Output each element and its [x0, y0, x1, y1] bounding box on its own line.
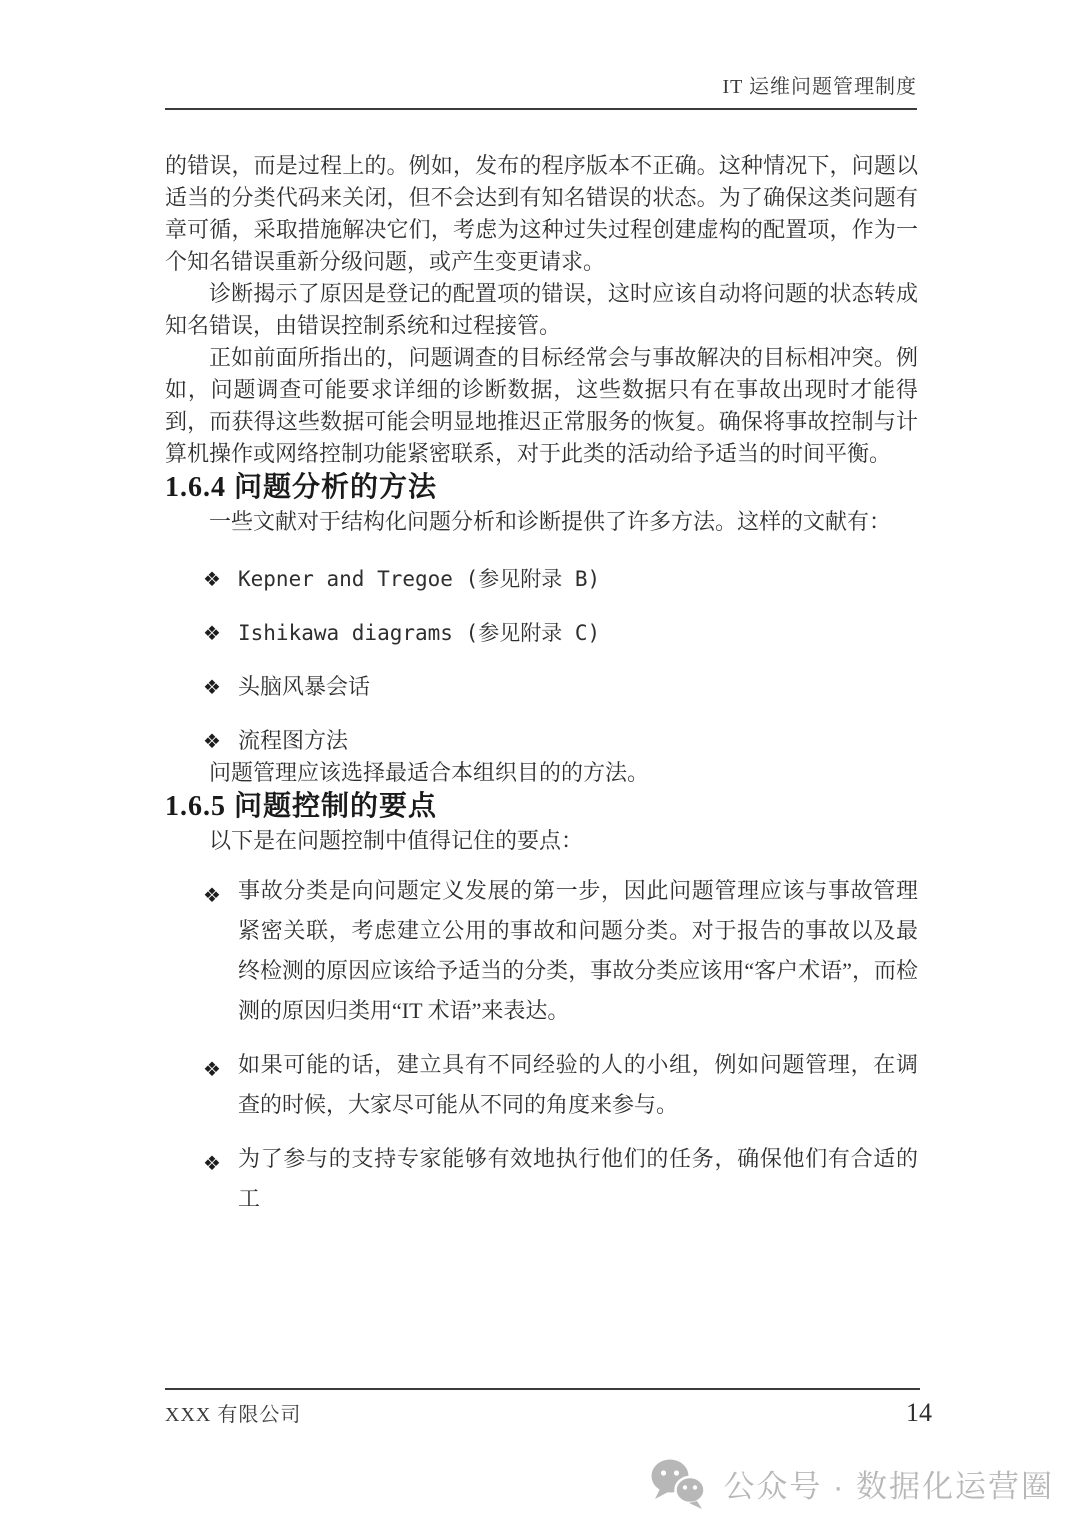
diamond-bullet-icon: ❖: [203, 1057, 221, 1081]
methods-list: [165, 563, 918, 757]
list-item-text: 流程图方法: [238, 728, 349, 753]
list-item: [165, 563, 918, 595]
footer-divider: [165, 1388, 920, 1390]
footer-company: XXX 有限公司: [165, 1404, 302, 1426]
list-item-text: 如果可能的话，建立具有不同经验的人的小组，例如问题管理，在调查的时候，大家尽可能从不同的角度来参与。: [238, 1052, 918, 1117]
wechat-icon: [647, 1456, 709, 1510]
body-paragraph: 的错误，而是过程上的。例如，发布的程序版本不正确。这种情况下，问题以适当的分类代码来关闭，但不会达到有知名错误的状态。为了确保这类问题有章可循，采取措施解决它们，考虑为这种过失过程创建虚构的配置项，作为一个知名错误重新分级问题，或产生变更请求。: [165, 153, 918, 274]
list-item-text: Ishikawa diagrams (参见附录 C): [238, 621, 601, 645]
list-item-text: Kepner and Tregoe (参见附录 B): [238, 567, 601, 591]
page-content: [165, 150, 918, 1219]
header-title: IT 运维问题管理制度: [722, 76, 917, 98]
list-item: [165, 1139, 918, 1219]
diamond-bullet-icon: ❖: [203, 883, 221, 907]
diamond-bullet-icon: ❖: [203, 1151, 221, 1175]
page-header: [165, 70, 917, 110]
key-points-list: [165, 871, 918, 1219]
list-item: [165, 671, 918, 703]
section-intro: 以下是在问题控制中值得记住的要点：: [209, 828, 584, 853]
list-item-text: 为了参与的支持专家能够有效地执行他们的任务，确保他们有合适的工: [238, 1146, 918, 1211]
section-heading-1-6-5: 1.6.5 问题控制的要点: [165, 791, 438, 822]
section-intro: 一些文献对于结构化问题分析和诊断提供了许多方法。这样的文献有：: [209, 509, 892, 534]
diamond-bullet-icon: ❖: [203, 621, 221, 645]
diamond-bullet-icon: ❖: [203, 567, 221, 591]
page-footer: [165, 1398, 932, 1428]
list-item: [165, 617, 918, 649]
body-paragraph: 正如前面所指出的，问题调查的目标经常会与事故解决的目标相冲突。例如，问题调查可能要求详细的诊断数据，这些数据只有在事故出现时才能得到，而获得这些数据可能会明显地推迟正常服务的恢复。确保将事故控制与计算机操作或网络控制功能紧密联系，对于此类的活动给予适当的时间平衡。: [165, 345, 918, 466]
diamond-bullet-icon: ❖: [203, 675, 221, 699]
diamond-bullet-icon: ❖: [203, 729, 221, 753]
page-number: 14: [906, 1398, 932, 1427]
list-item-text: 事故分类是向问题定义发展的第一步，因此问题管理应该与事故管理紧密关联，考虑建立公用的事故和问题分类。对于报告的事故以及最终检测的原因应该给予适当的分类，事故分类应该用“客户术语”，而检测的原因归类用“IT 术语”来表达。: [238, 878, 918, 1023]
section-heading-1-6-4: 1.6.4 问题分析的方法: [165, 472, 438, 503]
section-closing: 问题管理应该选择最适合本组织目的的方法。: [209, 760, 650, 785]
list-item-text: 头脑风暴会话: [238, 674, 371, 699]
list-item: [165, 725, 918, 757]
list-item: [165, 871, 918, 1031]
watermark-label: 公众号 · 数据化运营圈: [723, 1468, 1054, 1504]
body-paragraph: 诊断揭示了原因是登记的配置项的错误，这时应该自动将问题的状态转成知名错误，由错误控制系统和过程接管。: [165, 281, 918, 338]
list-item: [165, 1045, 918, 1125]
wechat-watermark: [647, 1456, 1054, 1510]
